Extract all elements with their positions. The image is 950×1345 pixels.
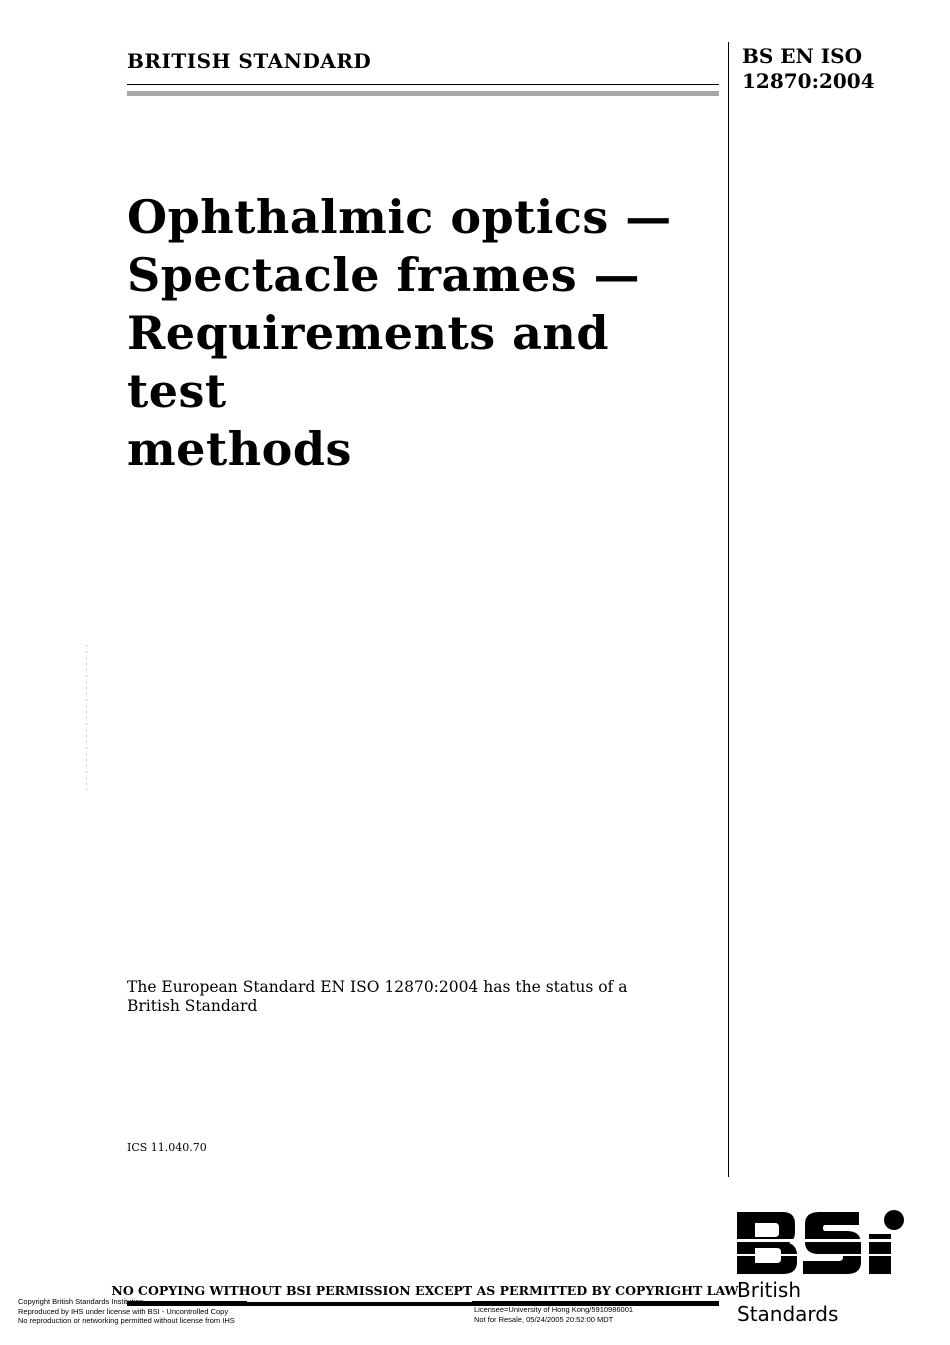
bsi-logo (737, 1210, 907, 1326)
standard-number-line1: BS EN ISO (742, 44, 863, 68)
status-line1: The European Standard EN ISO 12870:2004 has the status of a (127, 978, 628, 996)
document-type-label: BRITISH STANDARD (127, 49, 372, 73)
bsi-wordmark-icon (737, 1210, 905, 1276)
document-title (127, 188, 717, 478)
footer-left-line1: Copyright British Standards Institution (18, 1297, 144, 1306)
footer-rule-segment (247, 1302, 472, 1306)
title-line4: methods (127, 422, 352, 476)
footer-left-line2: Reproduced by IHS under license with BSI - Uncontrolled Copy (18, 1306, 229, 1316)
header-rule-thin (127, 84, 719, 85)
footer-right-line1: Licensee=University of Hong Kong/5910986001 (474, 1305, 634, 1314)
standard-number-line2: 12870:2004 (742, 69, 875, 93)
footer-right-line2: Not for Resale, 05/24/2005 20:52:00 MDT (474, 1314, 614, 1324)
title-line3: Requirements and test (127, 306, 610, 418)
bsi-tagline: British Standards (737, 1278, 839, 1326)
footer-copyright (18, 1297, 235, 1326)
standard-number (742, 44, 875, 94)
footer-licensee (474, 1305, 633, 1324)
title-line1: Ophthalmic optics — (127, 190, 672, 244)
vertical-divider (728, 42, 729, 1177)
status-statement (127, 978, 647, 1016)
header-rule-thick (127, 91, 719, 96)
margin-dotted-mark (86, 645, 87, 790)
copy-notice: NO COPYING WITHOUT BSI PERMISSION EXCEPT AS PERMITTED BY COPYRIGHT LAW (111, 1283, 739, 1298)
title-line2: Spectacle frames — (127, 248, 641, 302)
ics-code: ICS 11.040.70 (127, 1141, 207, 1154)
status-line2: British Standard (127, 997, 258, 1015)
footer-rule-segment (647, 1301, 719, 1306)
footer-left-line3: No reproduction or networking permitted without license from IHS (18, 1316, 235, 1325)
